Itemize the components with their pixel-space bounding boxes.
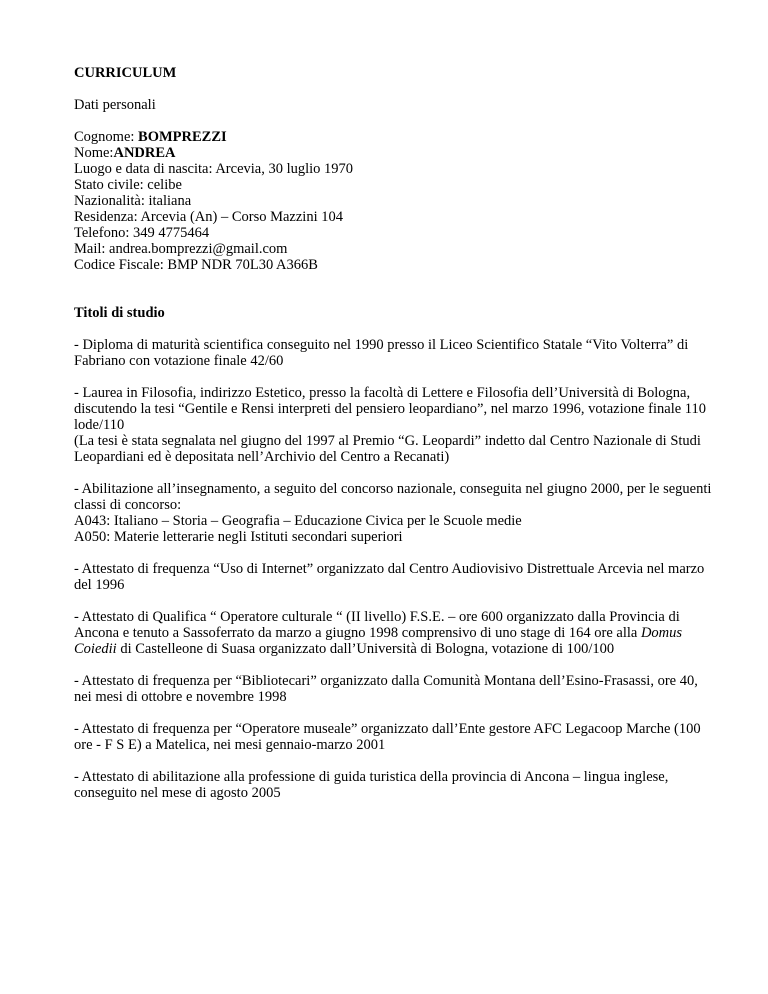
domus-coiedii: Domus Coiedii bbox=[74, 625, 683, 657]
bibliotecari-entry: - Attestato di frequenza per “Bibliotecari” organizzato dalla Comunità Montana dell’Esino-Frasassi, ore 40, nei mesi di ottobre e novembre 1998 bbox=[74, 673, 698, 705]
guida-entry: - Attestato di abilitazione alla professione di guida turistica della provincia di Ancona – lingua inglese, conseguito nel mese di agosto 2005 bbox=[74, 769, 669, 801]
mail-line: Mail: andrea.bomprezzi@gmail.com bbox=[74, 241, 288, 257]
museale-entry: - Attestato di frequenza per “Operatore museale” organizzato dall’Ente gestore AFC Legacoop Marche (100 ore - F S E) a Matelica, nei mesi gennaio-marzo 2001 bbox=[74, 721, 701, 753]
personal-data-heading: Dati personali bbox=[74, 97, 156, 113]
laurea-text: - Laurea in Filosofia, indirizzo Estetico, presso la facoltà di Lettere e Filosofia dell’Università di Bologna, discutendo la tesi “Gentile e Rensi interpreti del pensiero leopardiano”, nel marzo 1996, votazione finale 110 lode/110 bbox=[74, 385, 707, 433]
surname-value: BOMPREZZI bbox=[138, 129, 227, 145]
name-value: ANDREA bbox=[113, 145, 176, 161]
abilitazione-entry bbox=[74, 481, 714, 545]
document-title: CURRICULUM bbox=[74, 65, 177, 81]
class-a050: A050: Materie letterarie negli Istituti secondari superiori bbox=[74, 529, 403, 545]
name-line: Nome:ANDREA bbox=[74, 145, 176, 161]
nationality-line: Nazionalità: italiana bbox=[74, 193, 192, 209]
studies-heading: Titoli di studio bbox=[74, 305, 165, 321]
civil-status-line: Stato civile: celibe bbox=[74, 177, 182, 193]
laurea-entry bbox=[74, 385, 714, 465]
surname-line: Cognome: BOMPREZZI bbox=[74, 129, 227, 145]
class-a043: A043: Italiano – Storia – Geografia – Educazione Civica per le Scuole medie bbox=[74, 513, 522, 529]
fiscal-code-line: Codice Fiscale: BMP NDR 70L30 A366B bbox=[74, 257, 318, 273]
diploma-entry: - Diploma di maturità scientifica conseguito nel 1990 presso il Liceo Scientifico Statale “Vito Volterra” di Fabriano con votazione finale 42/60 bbox=[74, 337, 689, 369]
personal-data-block bbox=[74, 129, 714, 273]
residence-line: Residenza: Arcevia (An) – Corso Mazzini 104 bbox=[74, 209, 343, 225]
internet-entry: - Attestato di frequenza “Uso di Internet” organizzato dal Centro Audiovisivo Distrettuale Arcevia nel marzo del 1996 bbox=[74, 561, 705, 593]
document-page bbox=[74, 65, 714, 801]
phone-line: Telefono: 349 4775464 bbox=[74, 225, 210, 241]
laurea-note: (La tesi è stata segnalata nel giugno del 1997 al Premio “G. Leopardi” indetto dal Centro Nazionale di Studi Leopardiani ed è depositata nell’Archivio del Centro a Recanati) bbox=[74, 433, 701, 465]
abilitazione-text: - Abilitazione all’insegnamento, a seguito del concorso nazionale, conseguita nel giugno 2000, per le seguenti classi di concorso: bbox=[74, 481, 712, 513]
birth-line: Luogo e data di nascita: Arcevia, 30 luglio 1970 bbox=[74, 161, 354, 177]
qualifica-entry: - Attestato di Qualifica “ Operatore culturale “ (II livello) F.S.E. – ore 600 organizzato dalla Provincia di Ancona e tenuto a Sassoferrato da marzo a giugno 1998 comprensivo di uno stage di 164 ore alla Domus Coiedii di Castelleone di Suasa organizzato dall’Università di Bologna, votazione di 100/100 bbox=[74, 609, 683, 657]
